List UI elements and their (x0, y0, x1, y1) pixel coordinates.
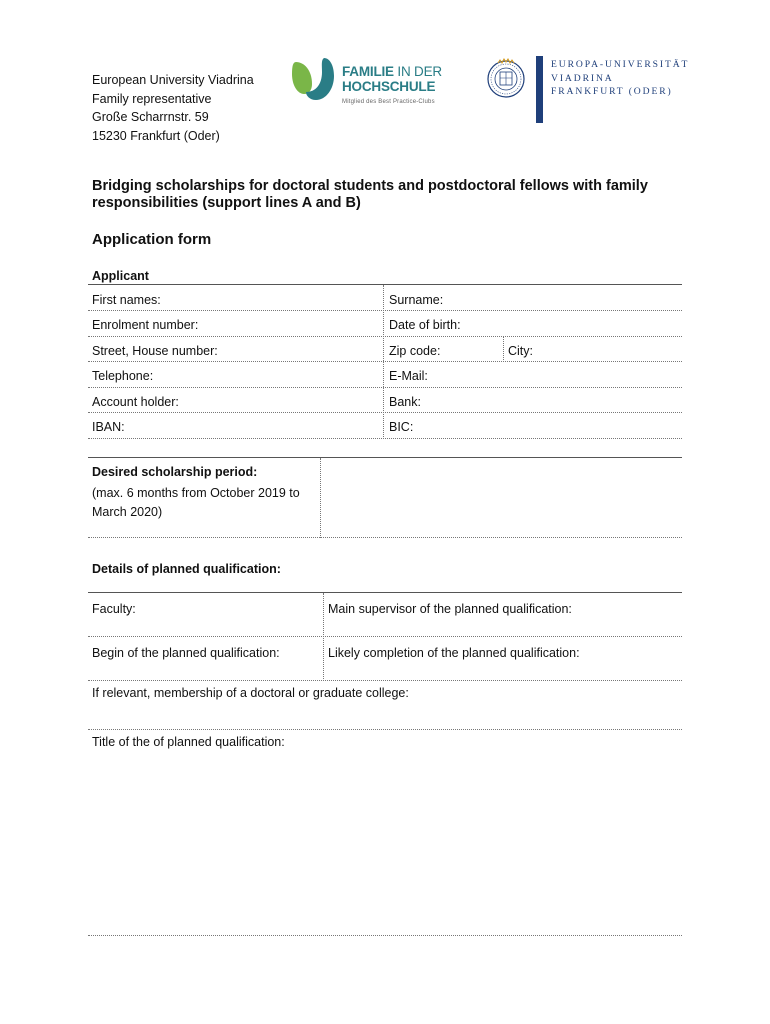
familie-logo-word: FAMILIE (342, 64, 394, 79)
field-rule (88, 537, 682, 538)
qualification-title-field[interactable]: Title of the of planned qualification: (92, 735, 285, 749)
city-field[interactable]: City: (508, 344, 533, 358)
column-divider (323, 593, 324, 681)
familie-logo-word: HOCHSCHULE (342, 79, 436, 94)
main-supervisor-field[interactable]: Main supervisor of the planned qualification: (328, 602, 572, 616)
column-divider (503, 337, 504, 362)
familie-logo-subtitle: Mitglied des Best Practice-Clubs (342, 99, 435, 105)
account-holder-field[interactable]: Account holder: (92, 395, 179, 409)
enrolment-number-field[interactable]: Enrolment number: (92, 318, 199, 332)
zip-code-field[interactable]: Zip code: (389, 344, 441, 358)
qualification-section-label: Details of planned qualification: (92, 562, 281, 576)
address-line: European University Viadrina (92, 73, 254, 87)
address-line: Große Scharrnstr. 59 (92, 110, 209, 124)
form-title: Application form (92, 231, 212, 248)
field-rule (88, 387, 682, 388)
field-rule (88, 310, 682, 311)
document-title: Bridging scholarships for doctoral students and postdoctoral fellows with family responsibilities (support lines A and B) (92, 178, 648, 211)
familie-logo-word: IN DER (393, 64, 442, 79)
graduate-college-field[interactable]: If relevant, membership of a doctoral or graduate college: (92, 686, 409, 700)
column-divider (383, 285, 384, 439)
familie-logo-wordmark (342, 64, 442, 94)
university-seal-icon (486, 57, 526, 103)
university-logo-line: VIADRINA (551, 72, 614, 84)
field-rule (88, 729, 682, 730)
scholarship-period-note: (max. 6 months from October 2019 to March 2020) (92, 486, 300, 519)
field-rule (88, 636, 682, 637)
university-logo-line: FRANKFURT (ODER) (551, 86, 673, 97)
applicant-section-label: Applicant (92, 269, 149, 283)
section-rule (88, 284, 682, 285)
street-field[interactable]: Street, House number: (92, 344, 218, 358)
address-line: Family representative (92, 91, 212, 106)
bic-field[interactable]: BIC: (389, 420, 414, 434)
section-rule (88, 457, 682, 458)
field-rule (88, 935, 682, 936)
likely-completion-field[interactable]: Likely completion of the planned qualification: (328, 646, 580, 660)
iban-field[interactable]: IBAN: (92, 420, 125, 434)
surname-field[interactable]: Surname: (389, 293, 444, 307)
begin-qualification-field[interactable]: Begin of the planned qualification: (92, 646, 280, 660)
email-field[interactable]: E-Mail: (389, 369, 428, 383)
field-rule (88, 412, 682, 413)
field-rule (88, 438, 682, 439)
scholarship-period-input[interactable] (322, 459, 682, 537)
column-divider (320, 458, 321, 538)
qualification-title-input[interactable] (88, 752, 682, 932)
faculty-field[interactable]: Faculty: (92, 602, 136, 616)
section-rule (88, 592, 682, 593)
familie-logo-mark-icon (290, 56, 336, 102)
telephone-field[interactable]: Telephone: (92, 369, 154, 383)
university-logo-bar (536, 56, 543, 123)
university-logo-line: EUROPA-UNIVERSITÄT (551, 59, 690, 70)
address-line: 15230 Frankfurt (Oder) (92, 128, 220, 143)
field-rule (88, 680, 682, 681)
sender-address (92, 71, 254, 145)
field-rule (88, 336, 682, 337)
university-logo-wordmark (551, 58, 689, 99)
bank-field[interactable]: Bank: (389, 395, 421, 409)
first-names-field[interactable]: First names: (92, 293, 161, 307)
scholarship-period-label: Desired scholarship period: (92, 465, 258, 479)
date-of-birth-field[interactable]: Date of birth: (389, 318, 461, 332)
familie-in-der-hochschule-logo (290, 56, 440, 116)
field-rule (88, 361, 682, 362)
